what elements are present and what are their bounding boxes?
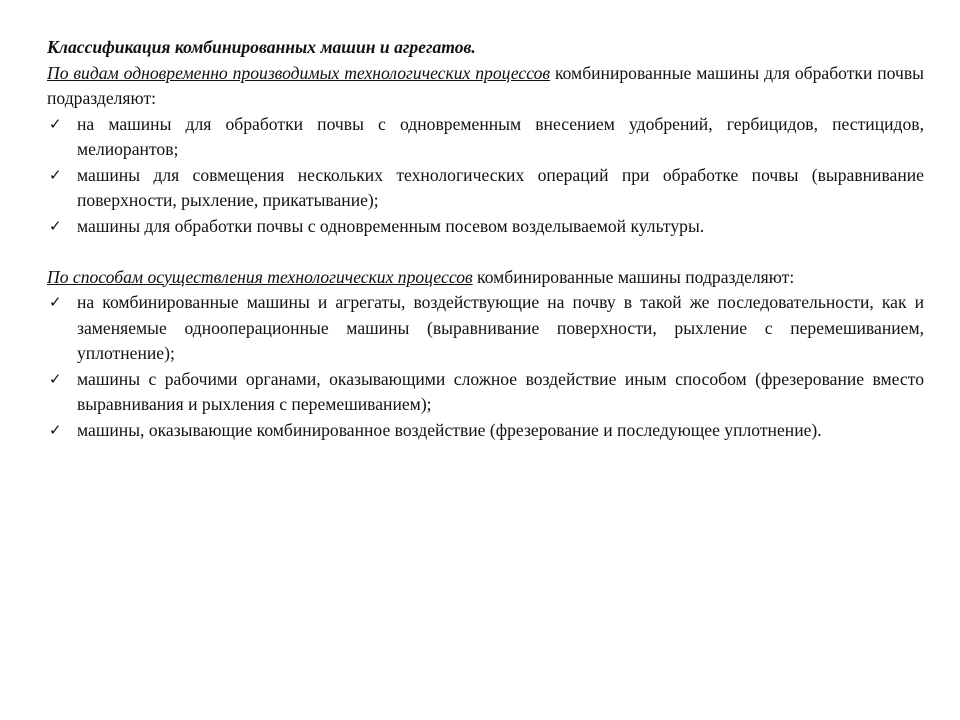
section1-intro xyxy=(47,61,924,112)
list-item xyxy=(47,163,924,214)
list-item-text: машины, оказывающие комбинированное воздействие (фрезерование и последующее уплотнение). xyxy=(77,419,822,440)
list-item-text: на комбинированные машины и агрегаты, воздействующие на почву в такой же последовательности, как и заменяемые однооперационные машины (выравнивание поверхности, рыхление с перемешиванием, уплотнение); xyxy=(77,292,924,363)
list-item xyxy=(47,418,924,444)
check-icon: ✓ xyxy=(49,369,62,388)
list-item xyxy=(47,290,924,367)
list-item xyxy=(47,214,924,240)
check-icon: ✓ xyxy=(49,114,62,133)
list-item-text: машины для обработки почвы с одновременным посевом возделываемой культуры. xyxy=(77,215,705,236)
section1-lead: По видам одновременно производимых технологических процессов xyxy=(47,62,551,83)
section2-lead: По способам осуществления технологических процессов xyxy=(47,266,473,287)
list-item xyxy=(47,367,924,418)
section1-text: комбинированные машины для обработки почвы подразделяют: xyxy=(47,62,925,108)
check-icon: ✓ xyxy=(49,420,62,439)
slide-title: Классификация комбинированных машин и агрегатов. xyxy=(47,37,476,57)
list-item-text: на машины для обработки почвы с одновременным внесением удобрений, гербицидов, пестицидов, мелиорантов; xyxy=(77,113,924,159)
list-item xyxy=(47,112,924,163)
section-divider xyxy=(47,239,924,265)
section2-list xyxy=(47,290,924,443)
section2-intro xyxy=(47,265,924,291)
list-item-text: машины для совмещения нескольких технологических операций при обработке почвы (выравнивание поверхности, рыхление, прикатывание); xyxy=(77,164,924,210)
section1-list xyxy=(47,112,924,240)
check-icon: ✓ xyxy=(49,293,62,311)
check-icon: ✓ xyxy=(49,165,62,184)
slide-content xyxy=(47,35,924,443)
section2-text: комбинированные машины подразделяют: xyxy=(472,266,795,287)
list-item-text: машины с рабочими органами, оказывающими сложное воздействие иным способом (фрезерование вместо выравнивания и рыхления с перемешиванием); xyxy=(77,368,924,414)
check-icon: ✓ xyxy=(49,216,62,235)
